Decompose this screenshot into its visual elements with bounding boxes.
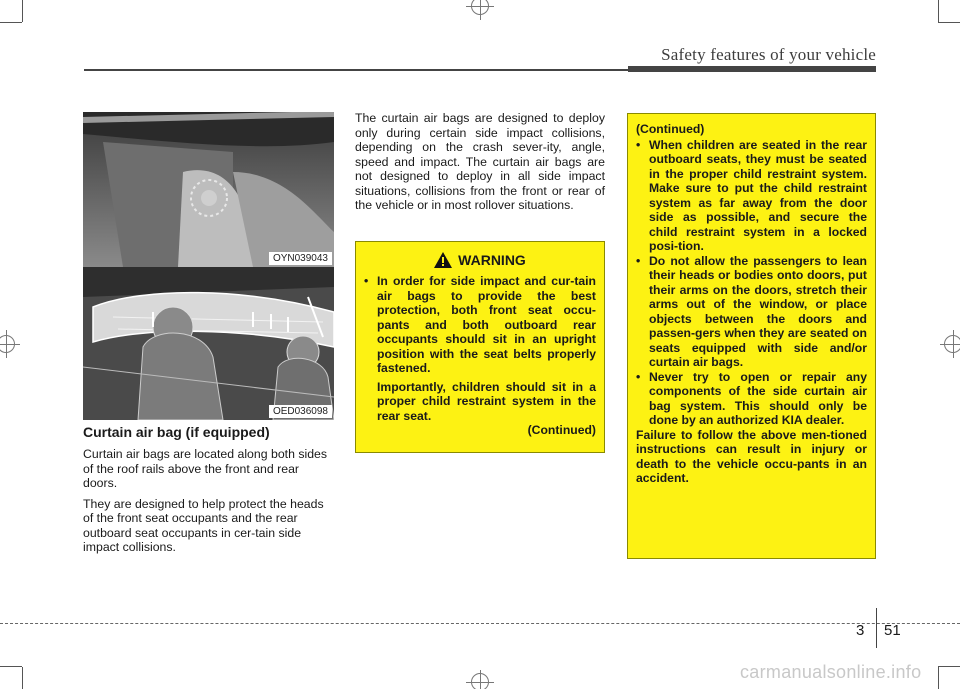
page-number-divider	[876, 608, 877, 648]
airbag-roof-illustration	[83, 112, 334, 267]
crop-mark	[938, 666, 960, 667]
crop-mark	[938, 22, 960, 23]
watermark: carmanualsonline.info	[740, 662, 922, 682]
warning-subtext: Importantly, children should sit in a proper child restraint system in the rear seat.	[377, 379, 596, 423]
warning-item: • Do not allow the passengers to lean their heads or bodies onto doors, put their arms on the doors, stretch their arms out of the window, or place objects between the doors and passen-gers when they are seated on seats equipped with side and/or curtain air bags.	[636, 254, 867, 370]
crop-mark	[22, 667, 23, 689]
curtain-airbag-section	[83, 424, 334, 561]
crop-mark	[0, 666, 22, 667]
warning-box	[355, 241, 605, 453]
continued-warning-box	[627, 113, 876, 559]
body-paragraph: Curtain air bags are located along both sides of the roof rails above the front and rear doors.	[83, 447, 328, 490]
registration-circle	[944, 335, 960, 353]
warning-item: • In order for side impact and cur-tain air bags to provide the best protection, both front seat occu-pants and both outboard rear occupants should sit in an upright position with the seat belts properly fastened.	[364, 274, 596, 376]
image-code-label: OED036098	[269, 405, 332, 418]
crop-mark	[22, 0, 23, 22]
deployed-airbag-drawing	[83, 267, 334, 420]
warning-final-text: Failure to follow the above men-tioned instructions can result in injury or death to the vehicle occu-pants in an accident.	[636, 427, 867, 485]
header-rule-accent	[628, 66, 876, 72]
registration-circle	[0, 335, 15, 353]
body-paragraph: The curtain air bags are designed to deploy only during certain side impact collisions, depending on the crash sever-ity, angle, speed and impact. The curtain air bags are not designed to deploy in all side impact situations, collisions from the front or rear of the vehicle or in most rollover situations.	[355, 111, 605, 212]
page-number: 51	[884, 622, 901, 639]
warning-item: • When children are seated in the rear outboard seats, they must be seated in the proper child restraint system. Make sure to put the child restraint system as far away from the door side as possible, and secure the child restraint system in a locked posi-tion.	[636, 138, 867, 254]
crop-mark	[0, 22, 22, 23]
warning-list	[364, 274, 596, 376]
body-paragraph: They are designed to help protect the heads of the front seat occupants and the rear outboard seat occupants in cer-tain side impact collisions.	[83, 496, 324, 554]
crop-mark	[938, 0, 939, 22]
warning-header	[364, 252, 596, 268]
curtain-airbag-location-photo	[83, 112, 334, 267]
section-heading: Curtain air bag (if equipped)	[83, 424, 270, 440]
section-title: Safety features of your vehicle	[661, 45, 876, 64]
curtain-airbag-deployed-illustration	[83, 267, 334, 420]
crop-mark	[938, 667, 939, 689]
warning-triangle-icon	[434, 252, 452, 268]
warning-item: • Never try to open or repair any components of the side curtain air bag system. This should only be done by an authorized KIA dealer.	[636, 370, 867, 428]
continued-heading: (Continued)	[636, 122, 705, 136]
continued-label: (Continued)	[527, 423, 596, 437]
chapter-number: 3	[856, 622, 865, 639]
registration-circle	[471, 0, 489, 15]
registration-circle	[471, 673, 489, 689]
continued-list	[636, 138, 867, 428]
footer-rule	[0, 623, 960, 624]
image-code-label: OYN039043	[269, 252, 332, 265]
warning-title: WARNING	[458, 251, 526, 268]
